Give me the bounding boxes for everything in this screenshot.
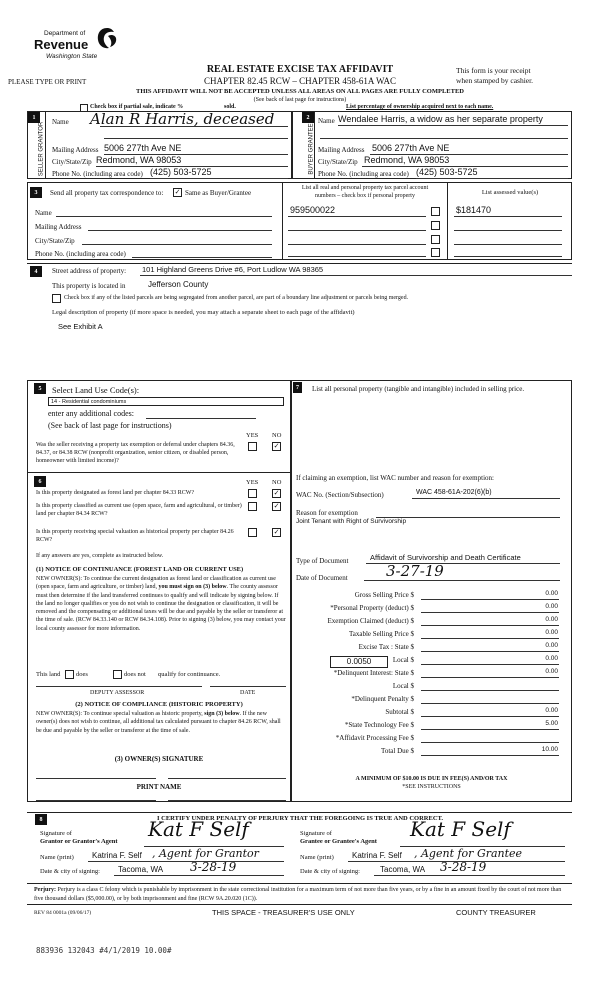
fee-row: Exemption Claimed (deduct) $ 0.00: [327, 616, 558, 625]
grantee-signature[interactable]: Kat F Self: [410, 817, 511, 841]
buyer-phone-label: Phone No. (including area code): [318, 170, 409, 178]
fee-row: Taxable Selling Price $ 0.00: [348, 629, 558, 638]
minimum-note: A MINIMUM OF $10.00 IS DUE IN FEE(S) AND/OR TAX: [355, 776, 508, 782]
sold-label: sold.: [224, 104, 236, 110]
section-8-number: 8: [35, 814, 47, 825]
subtotal[interactable]: 0.00: [545, 707, 558, 714]
form-number: REV 84 0001a (09/06/17): [34, 910, 92, 916]
historic-question: Is this property receiving special valuation as historical property per chapter 84.26 RCW?: [36, 529, 234, 543]
personal-property-checkbox-3[interactable]: [431, 235, 440, 244]
additional-codes-input[interactable]: [146, 409, 256, 419]
owner-signature-line-1[interactable]: [36, 778, 156, 779]
section-5-yes-header: YES: [246, 432, 259, 439]
doc-type-label: Type of Document: [296, 557, 349, 565]
corr-mailing-field[interactable]: [88, 223, 272, 231]
fee-row: *State Technology Fee $ 5.00: [344, 720, 558, 729]
personal-property-deduct[interactable]: 0.00: [545, 603, 558, 610]
fee-row: *Affidavit Processing Fee $: [296, 733, 564, 745]
buyer-phone-field[interactable]: (425) 503-5725: [416, 167, 478, 177]
see-back-note: (See back of last page for instructions): [253, 97, 347, 103]
corr-name-field[interactable]: [56, 209, 272, 217]
perjury-notice: Perjury: Perjury is a class C felony which is punishable by imprisonment in the state correctional institution for a maximum term of not more than five years, or by a fine in an amount fixed by the court of not more than five thousand dollars ($5,000.00), or by both imprisonment and fine (RCW 9A.20.020 (1C)).: [34, 887, 562, 902]
percentage-note: List percentage of ownership acquired next to each name.: [346, 104, 494, 110]
street-address-label: Street address of property:: [52, 267, 127, 275]
seller-exemption-no[interactable]: ✓: [273, 442, 280, 450]
reason-field[interactable]: Joint Tenant with Right of Survivorship: [296, 518, 407, 525]
exemption-claimed-deduct[interactable]: 0.00: [545, 616, 558, 623]
grantee-date-handwritten[interactable]: 3-28-19: [440, 860, 487, 874]
excise-tax-state[interactable]: 0.00: [545, 642, 558, 649]
taxable-selling-price[interactable]: 0.00: [545, 629, 558, 636]
exemption-question: Was the seller receiving a property tax exemption or deferral under chapters 84.36, 84.37, or 84.38 RCW (nonprofit organization, senior citizen, or disabled person, homeowner with limited income)?: [36, 442, 235, 464]
assessed-header: List assessed value(s): [481, 189, 539, 196]
grantor-city-field[interactable]: Tacoma, WA: [118, 865, 164, 874]
parcel-number-2[interactable]: [288, 230, 426, 231]
print-name-line-2[interactable]: [168, 800, 286, 801]
seller-side-label: SELLER GRANTOR: [38, 121, 45, 177]
dor-logo: [34, 24, 124, 68]
grantor-signature[interactable]: Kat F Self: [148, 817, 249, 841]
print-name-line-1[interactable]: [36, 800, 156, 801]
parcel-header: List all real and personal property tax parcel account numbers – check box if personal property: [301, 185, 429, 199]
grantor-name-handwritten: , Agent for Grantor: [152, 847, 259, 860]
grantee-sig-label-2: Grantee or Grantee's Agent: [300, 838, 377, 845]
forest-land-yes[interactable]: [248, 489, 257, 498]
this-land-label: This land: [36, 671, 61, 678]
section-6-no-header: NO: [272, 479, 282, 486]
section-3-number: 3: [30, 187, 42, 198]
grantee-name-handwritten: , Agent for Grantee: [414, 847, 523, 860]
notice-1-text: NEW OWNER(S): To continue the current designation as forest land or classification as current use (open space, farm and agriculture, or timber) land, you must sign on (3) below. The county assessor must then determine if the land transferred continues to qualify and will indicate by signing below. If the land no longer qualifies or you do not wish to continue the designation or classification, it will be removed and the compensating or additional taxes will be due and payable by the seller or transferor at the time of sale. (RCW 84.33.140 or RCW 84.34.108). Prior to signing (3) below, you may contact your local county assessor for more information.: [36, 576, 286, 632]
form-subtitle: CHAPTER 82.45 RCW – CHAPTER 458-61A WAC: [204, 76, 396, 86]
delinquent-interest-state[interactable]: 0.00: [545, 668, 558, 675]
doc-date-label: Date of Document: [296, 574, 348, 582]
county-treasurer: COUNTY TREASURER: [456, 908, 536, 917]
logo-line3: Washington State: [46, 53, 98, 60]
does-label: does: [76, 671, 88, 678]
land-use-select[interactable]: 14 - Residential condominiums: [48, 397, 284, 406]
treasurer-use: THIS SPACE - TREASURER'S USE ONLY: [212, 908, 355, 917]
grantee-name-field[interactable]: Katrina F. Self: [352, 851, 402, 860]
partial-sale-label: Check box if partial sale, indicate %: [90, 104, 184, 110]
wave-logo-icon: [96, 26, 118, 50]
same-as-buyer-checkbox[interactable]: ✓: [174, 188, 181, 196]
seller-city-label: City/State/Zip: [52, 158, 92, 166]
section-2-number: 2: [302, 112, 314, 123]
correspondence-label: Send all property tax correspondence to:: [50, 189, 164, 197]
fee-row: Local $ 0.00: [392, 655, 558, 664]
deputy-assessor-date[interactable]: [210, 686, 286, 687]
grantor-date-label: Date & city of signing:: [40, 868, 100, 875]
fee-row: *Delinquent Interest: State $ 0.00: [333, 668, 558, 677]
total-due[interactable]: 10.00: [541, 746, 558, 753]
seller-exemption-yes[interactable]: [248, 442, 257, 451]
forest-land-question: Is this property designated as forest land per chapter 84.33 RCW?: [36, 490, 195, 496]
exemption-intro: If claiming an exemption, list WAC number and reason for exemption:: [296, 474, 494, 482]
personal-property-label: List all personal property (tangible and intangible) included in selling price.: [312, 385, 525, 393]
assessed-value-4[interactable]: [454, 256, 562, 257]
historic-yes[interactable]: [248, 528, 257, 537]
deputy-assessor-signature[interactable]: [36, 686, 202, 687]
fee-row: Excise Tax : State $ 0.00: [358, 642, 558, 651]
receipt-note-1: This form is your receipt: [456, 66, 531, 75]
same-as-buyer-label: Same as Buyer/Grantee: [185, 189, 252, 197]
wac-label: WAC No. (Section/Subsection): [296, 491, 384, 499]
buyer-mailing-field[interactable]: 5006 277th Ave NE: [372, 143, 450, 153]
seller-name-field[interactable]: Alan R Harris, deceased: [90, 110, 275, 128]
section-1-number: 1: [28, 112, 40, 123]
legal-description-label: Legal description of property (if more space is needed, you may attach a separate sheet to each page of the affidavit): [52, 309, 355, 316]
logo-line1: Department of: [44, 30, 86, 37]
buyer-name-field[interactable]: Wendalee Harris, a widow as her separate property: [338, 114, 543, 124]
please-type: PLEASE TYPE OR PRINT: [8, 78, 87, 86]
fee-row: Gross Selling Price $ 0.00: [354, 590, 558, 599]
warning-banner: THIS AFFIDAVIT WILL NOT BE ACCEPTED UNLESS ALL AREAS ON ALL PAGES ARE FULLY COMPLETED: [136, 88, 464, 95]
does-qualify-checkbox[interactable]: [65, 670, 74, 679]
corr-phone-label: Phone No. (including area code): [35, 250, 126, 258]
notice-1-title: (1) NOTICE OF CONTINUANCE (FOREST LAND OR CURRENT USE): [36, 566, 244, 573]
grantor-sig-label-2: Grantor or Grantor's Agent: [40, 838, 118, 845]
grantee-sig-label-1: Signature of: [300, 830, 332, 837]
grantor-name-field[interactable]: Katrina F. Self: [92, 851, 142, 860]
excise-tax-local[interactable]: 0.00: [545, 655, 558, 662]
fee-row: *Personal Property (deduct) $ 0.00: [330, 603, 558, 612]
buyer-mailing-label: Mailing Address: [318, 146, 365, 154]
fee-row: Subtotal $ 0.00: [385, 707, 558, 716]
corr-phone-field[interactable]: [132, 250, 272, 258]
personal-property-checkbox-4[interactable]: [431, 248, 440, 257]
does-not-label: does not: [124, 671, 146, 678]
seller-mailing-field[interactable]: 5006 277th Ave NE: [104, 143, 182, 153]
grantor-date-handwritten[interactable]: 3-28-19: [190, 860, 237, 874]
seller-phone-field[interactable]: (425) 503-5725: [150, 167, 212, 177]
buyer-side-label: BUYER GRANTEE: [308, 123, 315, 175]
additional-codes-label: enter any additional codes:: [48, 409, 134, 418]
personal-property-checkbox-2[interactable]: [431, 221, 440, 230]
fee-row: Total Due $ 10.00: [381, 746, 558, 755]
doc-date-field[interactable]: 3-27-19: [386, 562, 444, 580]
grantee-date-label: Date & city of signing:: [300, 868, 360, 875]
located-field[interactable]: Jefferson County: [148, 280, 209, 289]
reason-label: Reason for exemption: [296, 509, 358, 517]
personal-property-checkbox-1[interactable]: [431, 207, 440, 216]
land-use-see-back: (See back of last page for instructions): [48, 421, 172, 430]
qualify-label: qualify for continuance.: [158, 671, 221, 678]
parcel-number-3[interactable]: [288, 244, 426, 245]
land-use-label: Select Land Use Code(s):: [52, 385, 140, 395]
current-use-no[interactable]: ✓: [273, 502, 280, 510]
located-label: This property is located in: [52, 282, 126, 290]
legal-description-field[interactable]: See Exhibit A: [58, 322, 103, 331]
assessed-value-3[interactable]: [454, 244, 562, 245]
section-6-number: 6: [34, 476, 46, 487]
grantor-name-label: Name (print): [40, 854, 74, 861]
print-name-label: PRINT NAME: [136, 783, 182, 791]
grantee-city-field[interactable]: Tacoma, WA: [380, 865, 426, 874]
assessed-value-2[interactable]: [454, 230, 562, 231]
section-6-yes-header: YES: [246, 479, 259, 486]
local-rate-box[interactable]: 0.0050: [330, 656, 388, 668]
current-use-question: Is this property classified as current use (open space, farm and agricultural, or timber) land per chapter 84.34 RCW?: [36, 503, 242, 517]
section-7-number: 7: [293, 382, 302, 393]
parcel-number-4[interactable]: [288, 256, 426, 257]
gross-selling-price[interactable]: 0.00: [545, 590, 558, 597]
form-title: REAL ESTATE EXCISE TAX AFFIDAVIT: [206, 64, 394, 75]
buyer-name-label: Name: [318, 117, 335, 125]
grantor-sig-label-1: Signature of: [40, 830, 72, 837]
grantee-name-label: Name (print): [300, 854, 334, 861]
current-use-yes[interactable]: [248, 502, 257, 511]
segregated-checkbox[interactable]: [52, 294, 61, 303]
if-yes-note: If any answers are yes, complete as instructed below.: [36, 553, 164, 559]
historic-no[interactable]: ✓: [273, 528, 280, 536]
notice-2-title: (2) NOTICE OF COMPLIANCE (HISTORIC PROPERTY): [75, 701, 243, 708]
fee-row: *Delinquent Penalty $: [296, 694, 564, 706]
section-4-number: 4: [30, 266, 42, 277]
does-not-qualify-checkbox[interactable]: [113, 670, 122, 679]
parcel-number-1[interactable]: 959500022: [290, 205, 336, 215]
seller-name-label: Name: [52, 118, 69, 126]
seller-phone-label: Phone No. (including area code): [52, 170, 143, 178]
state-technology-fee[interactable]: 5.00: [545, 720, 558, 727]
corr-name-label: Name: [35, 209, 52, 217]
owner-signature-title: (3) OWNER(S) SIGNATURE: [114, 755, 204, 763]
personal-property-area[interactable]: [300, 410, 562, 465]
street-address-field[interactable]: 101 Highland Greens Drive #6, Port Ludlow WA 98365: [142, 265, 324, 274]
owner-signature-line-2[interactable]: [168, 778, 286, 779]
seller-city-field[interactable]: Redmond, WA 98053: [96, 155, 182, 165]
certify-statement: I CERTIFY UNDER PENALTY OF PERJURY THAT THE FOREGOING IS TRUE AND CORRECT.: [156, 815, 443, 822]
forest-land-no[interactable]: ✓: [273, 489, 280, 497]
receipt-note-2: when stamped by cashier.: [456, 76, 534, 85]
corr-mailing-label: Mailing Address: [35, 223, 82, 231]
wac-field[interactable]: WAC 458-61A-202(6)(b): [416, 489, 492, 496]
buyer-city-field[interactable]: Redmond, WA 98053: [364, 155, 450, 165]
notice-2-text: NEW OWNER(S): To continue special valuation as historic property, sign (3) below. If the new owner(s) does not wish to continue, all additional tax calculated pursuant to chapter 84.26 RCW, shall be due and payable by the seller or transferor at the time of sale.: [36, 711, 281, 734]
doc-type-field[interactable]: Affidavit of Survivorship and Death Certificate: [370, 553, 521, 562]
corr-city-field[interactable]: [82, 237, 272, 245]
deputy-assessor-label: DEPUTY ASSESSOR: [90, 690, 145, 696]
see-instructions: *SEE INSTRUCTIONS: [402, 784, 461, 790]
segregated-label: Check box if any of the listed parcels are being segregated from another parcel, are part of a boundary line adjustment or parcels being merged.: [64, 295, 409, 301]
section-5-no-header: NO: [272, 432, 282, 439]
buyer-city-label: City/State/Zip: [318, 158, 358, 166]
assessed-value-1[interactable]: $181470: [456, 205, 492, 215]
fee-row: Local $: [296, 681, 564, 693]
corr-city-label: City/State/Zip: [35, 237, 75, 245]
seller-mailing-label: Mailing Address: [52, 146, 99, 154]
cashier-stamp: 883936 132043 #4/1/2019 10.00#: [36, 946, 172, 955]
section-5-number: 5: [34, 383, 46, 394]
logo-line2: Revenue: [34, 37, 89, 52]
date-label: DATE: [240, 690, 256, 696]
